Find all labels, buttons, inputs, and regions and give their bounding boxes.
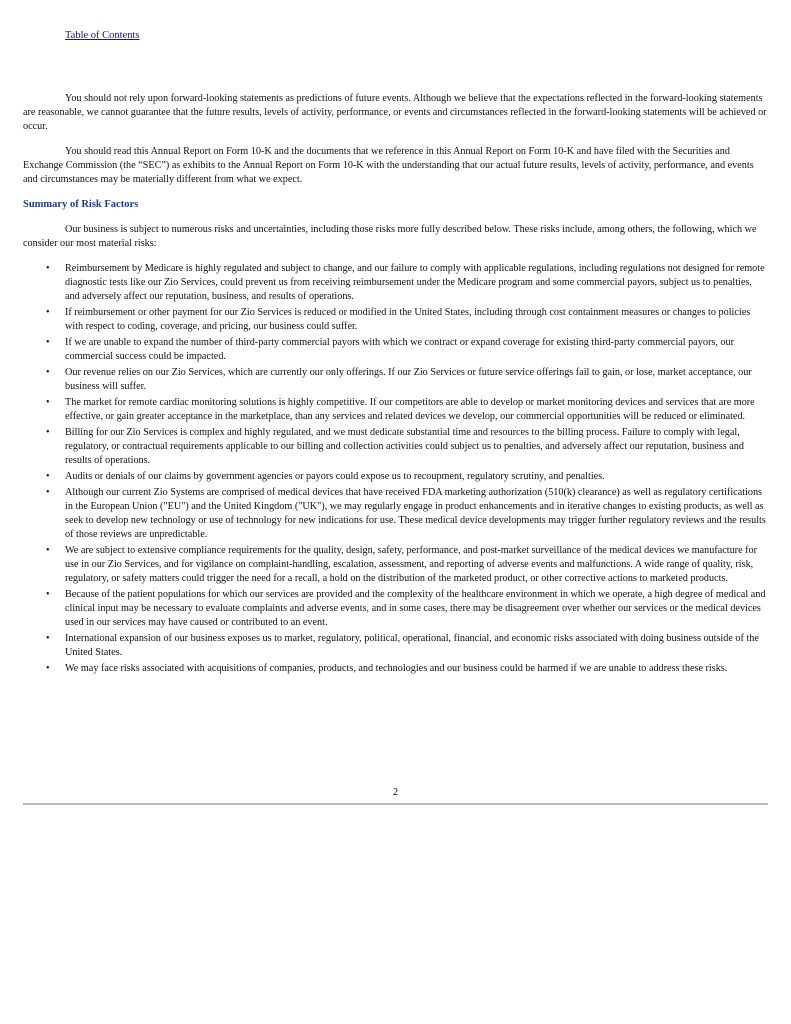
risk-item-text: Because of the patient populations for which our services are provided and the complexity of the healthcare environment in which we operate, a high degree of medical and clinical input may be necessary to evaluate complaints and adverse events, and in some cases, there may be disagreement over whether our services or the medical devices used in our services may have caused or contributed to an event. [65,589,766,628]
bullet-icon: • [46,589,50,600]
bullet-icon: • [46,367,50,378]
annual-report-paragraph: You should read this Annual Report on Form 10-K and the documents that we reference in this Annual Report on Form 10-K and have filed with the Securities and Exchange Commission (the “SEC”) as exhibits to the Annual Report on Form 10-K with the understanding that our actual future results, levels of activity, performance, and events and circumstances may be materially different from what we expect. [23,146,754,185]
bullet-icon: • [46,471,50,482]
risk-item [23,588,768,630]
risk-item [23,306,768,334]
risk-item [23,544,768,586]
bullet-icon: • [46,663,50,674]
risk-item [23,426,768,468]
page-number: 2 [392,787,399,798]
risk-item [23,662,768,676]
risk-item [23,470,768,484]
risk-item [23,632,768,660]
risk-item [23,486,768,542]
bullet-icon: • [46,427,50,438]
bullet-icon: • [46,397,50,408]
bullet-icon: • [46,337,50,348]
risk-factor-list [23,262,768,676]
risk-item [23,396,768,424]
footer-divider [23,803,768,805]
section-heading-risk-summary: Summary of Risk Factors [23,199,139,210]
bullet-icon: • [46,487,50,498]
risk-item-text: Our revenue relies on our Zio Services, which are currently our only offerings. If our Zio Services or future service offerings fail to gain, or lose, market acceptance, our business will suffer. [65,367,752,392]
risk-item-text: Audits or denials of our claims by government agencies or payors could expose us to recoupment, regulatory scrutiny, and penalties. [65,471,605,482]
risk-item-text: We are subject to extensive compliance requirements for the quality, design, safety, performance, and post-market surveillance of the medical devices we manufacture for use in our Zio Services, and for vigilance on complaint-handling, escalation, assessment, and reporting of adverse events and malfunctions. A wide range of quality, risk, regulatory, or safety matters could trigger the need for a recall, a hold on the distribution of the marketed product, or other corrective actions to marketed products. [65,545,758,584]
risk-item [23,366,768,394]
risk-item [23,262,768,304]
forward-looking-paragraph: You should not rely upon forward-looking statements as predictions of future events. Although we believe that the expectations reflected in the forward-looking statements are reasonable, we cannot guarantee that the future results, levels of activity, performance, or events and circumstances reflected in the forward-looking statements will be achieved or occur. [23,93,767,132]
risk-item-text: If reimbursement or other payment for our Zio Services is reduced or modified in the United States, including through cost containment measures or changes to policies with respect to coding, coverage, and pricing, our business could suffer. [65,307,751,332]
risk-item-text: Although our current Zio Systems are comprised of medical devices that have received FDA marketing authorization (510(k) clearance) as well as regulatory certifications in the European Union ("EU") and the United Kingdom ("UK"), we may regularly engage in product enhancements and in iterative changes to existing products, as well as seek to develop new technology or use of technology for new indications for use. These medical device developments may trigger further regulatory reviews and the results of those reviews are unpredictable. [65,487,766,540]
risk-item-text: International expansion of our business exposes us to market, regulatory, political, operational, financial, and economic risks associated with doing business outside of the United States. [65,633,759,658]
bullet-icon: • [46,307,50,318]
risk-item-text: The market for remote cardiac monitoring solutions is highly competitive. If our competitors are able to develop or market monitoring devices and services that are more effective, or gain greater acceptance in the marketplace, than any services and related devices we develop, our commercial opportunities will be reduced or eliminated. [65,397,755,422]
risk-item-text: We may face risks associated with acquisitions of companies, products, and technologies and our business could be harmed if we are unable to address these risks. [65,663,728,674]
document-body [23,92,768,678]
risk-item-text: Billing for our Zio Services is complex and highly regulated, and we must dedicate substantial time and resources to the billing process. Failure to comply with legal, regulatory, or contractual requirements applicable to our billing and collection activities could subject us to penalties, and adversely affect our reputation, business and results of operations. [65,427,744,466]
risk-summary-intro: Our business is subject to numerous risks and uncertainties, including those risks more fully described below. These risks include, among others, the following, which we consider our most material risks: [23,224,757,249]
bullet-icon: • [46,633,50,644]
risk-item-text: If we are unable to expand the number of third-party commercial payors with which we contract or expand coverage for existing third-party commercial payors, our commercial success could be impacted. [65,337,735,362]
risk-item-text: Reimbursement by Medicare is highly regulated and subject to change, and our failure to comply with applicable regulations, including regulations not designed for remote diagnostic tests like our Zio Services, could prevent us from receiving reimbursement under the Medicare program and some commercial payors, subject us to penalties, and adversely affect our reputation, business, and results of operations. [65,263,765,302]
bullet-icon: • [46,263,50,274]
bullet-icon: • [46,545,50,556]
table-of-contents-link[interactable]: Table of Contents [65,30,140,41]
risk-item [23,336,768,364]
